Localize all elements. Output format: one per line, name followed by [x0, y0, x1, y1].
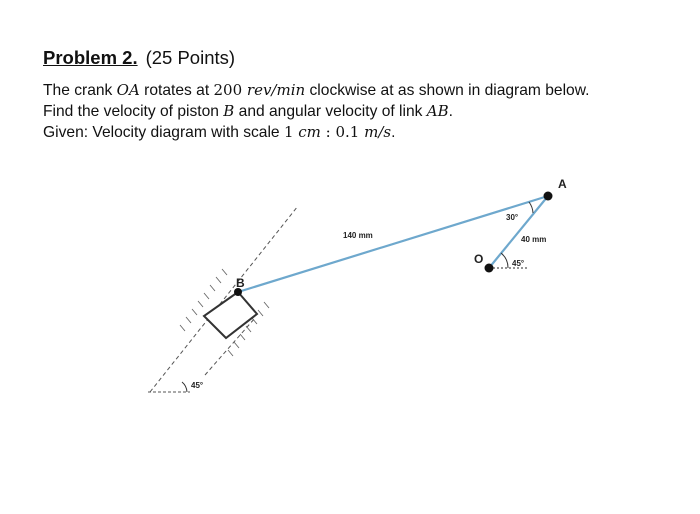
- math-ratio: : 0.1: [320, 123, 365, 141]
- math-b: B: [223, 102, 235, 120]
- angle-a: 30°: [506, 213, 519, 222]
- text: Given: Velocity diagram with scale: [43, 124, 284, 141]
- math-cm: cm: [298, 123, 321, 141]
- math-ab: AB: [426, 102, 449, 120]
- crank-angle-arc: [501, 253, 508, 268]
- text: clockwise at as shown in diagram below.: [305, 82, 590, 99]
- guide-angle-arc: [182, 382, 187, 392]
- problem-points: (25 Points): [145, 47, 236, 68]
- problem-number: Problem 2.: [43, 47, 138, 68]
- text: rotates at: [139, 82, 214, 99]
- math-200: 200: [213, 81, 247, 99]
- joint-a: [544, 192, 553, 201]
- pivot-o: [485, 264, 494, 273]
- text: The crank: [43, 82, 117, 99]
- text: .: [391, 124, 396, 141]
- guide-line: [150, 206, 298, 392]
- angle-a-arc: [529, 202, 533, 213]
- label-o: O: [474, 252, 484, 266]
- math-1: 1: [283, 123, 299, 141]
- text: Find the velocity of piston: [43, 103, 224, 120]
- label-a: A: [558, 177, 567, 191]
- math-m-s: m/s: [364, 123, 392, 141]
- text: and angular velocity of link: [234, 103, 427, 120]
- math-rev-min: rev/min: [246, 81, 306, 99]
- label-b: B: [236, 276, 245, 290]
- link-ab-length: 140 mm: [343, 231, 373, 240]
- piston-block: [204, 292, 257, 338]
- guide-angle: 45°: [191, 381, 204, 390]
- crank-length: 40 mm: [521, 235, 547, 244]
- link-ab: [238, 196, 548, 292]
- text: .: [448, 103, 453, 120]
- math-oa: OA: [116, 81, 140, 99]
- crank-angle: 45°: [512, 259, 525, 268]
- crank-oa: [489, 196, 548, 268]
